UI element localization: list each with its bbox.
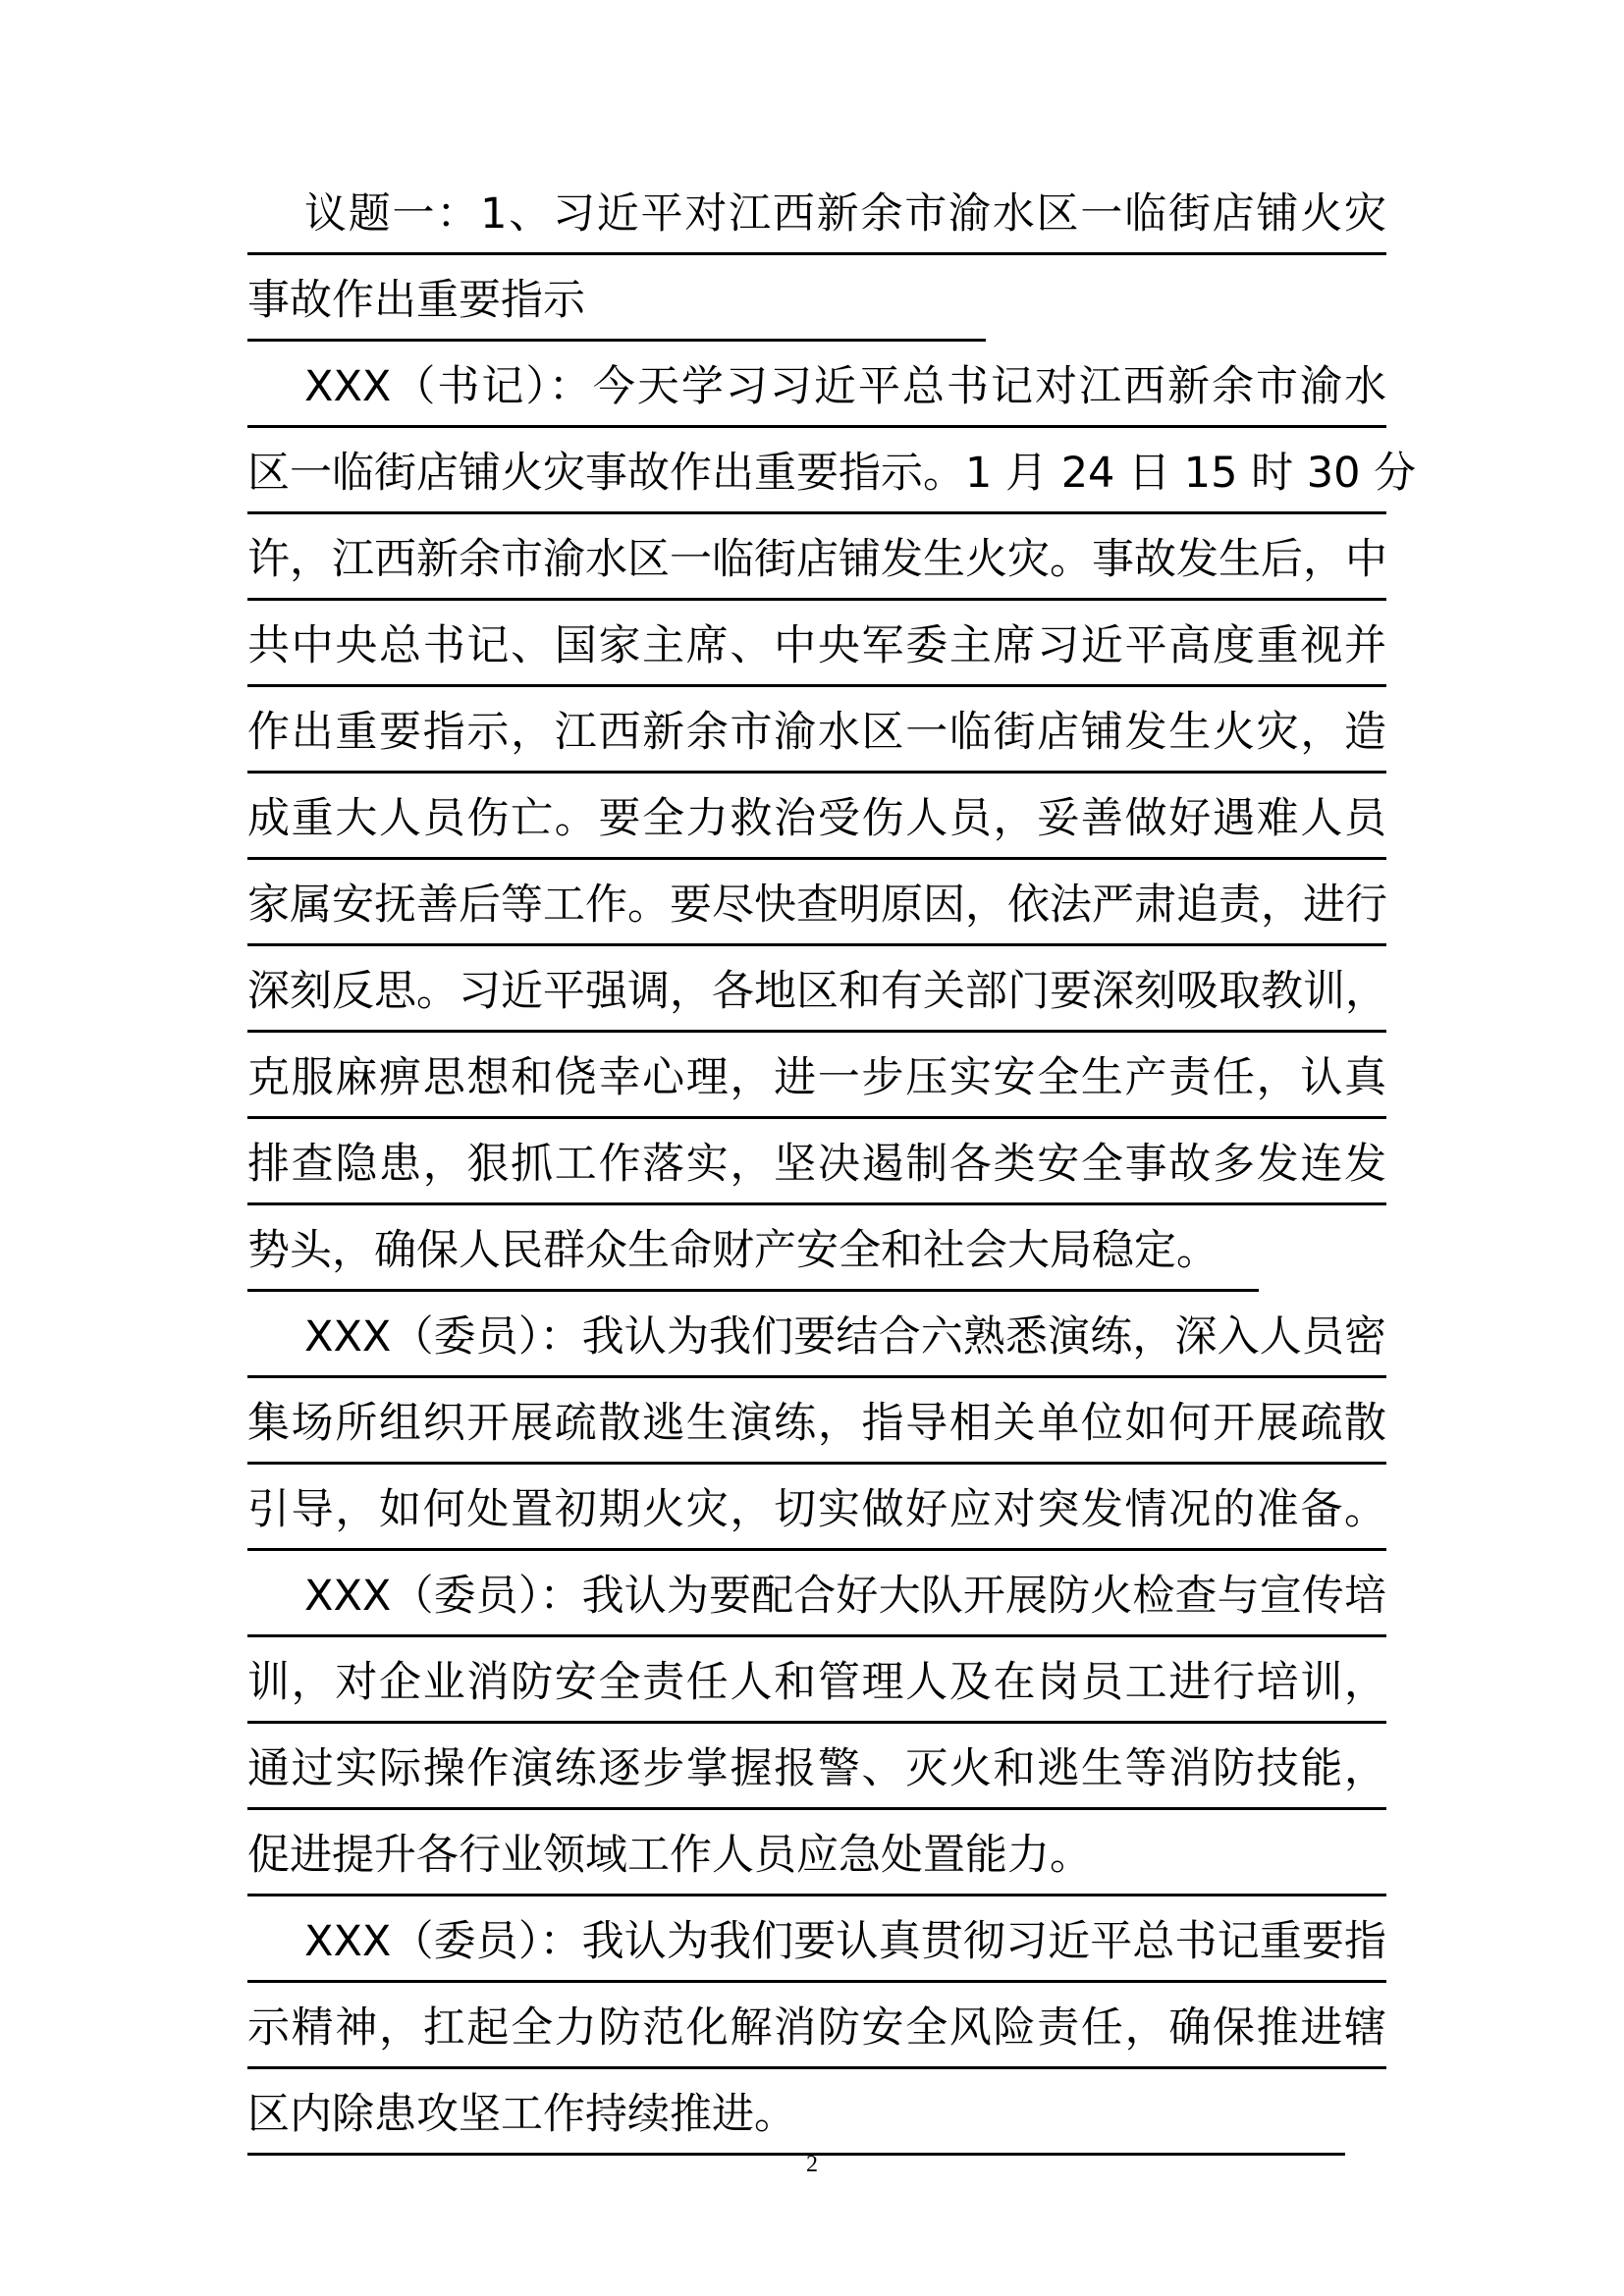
statement-line: 区内除患攻坚工作持续推进。	[247, 2069, 1345, 2156]
statement-line: 家属安抚善后等工作。要尽快查明原因，依法严肃追责，进行	[247, 860, 1386, 946]
statement-line: 引导，如何处置初期火灾，切实做好应对突发情况的准备。	[247, 1465, 1386, 1551]
statement-line: 示精神，扛起全力防范化解消防安全风险责任，确保推进辖	[247, 1983, 1386, 2069]
statement-line: 排查隐患，狠抓工作落实，坚决遏制各类安全事故多发连发	[247, 1119, 1386, 1205]
statement-line: 成重大人员伤亡。要全力救治受伤人员，妥善做好遇难人员	[247, 774, 1386, 860]
statement-line: 集场所组织开展疏散逃生演练，指导相关单位如何开展疏散	[247, 1378, 1386, 1465]
statement-line: 促进提升各行业领域工作人员应急处置能力。	[247, 1810, 1386, 1896]
statement-line: 势头，确保人民群众生命财产安全和社会大局稳定。	[247, 1205, 1259, 1292]
statement-line: XXX（书记）：今天学习习近平总书记对江西新余市渝水	[247, 342, 1386, 428]
statement-line: 区一临街店铺火灾事故作出重要指示。1 月 24 日 15 时 30 分	[247, 428, 1386, 514]
page-number: 2	[806, 2152, 818, 2177]
statement-line: 克服麻痹思想和侥幸心理，进一步压实安全生产责任，认真	[247, 1033, 1386, 1119]
statement-line: 作出重要指示，江西新余市渝水区一临街店铺发生火灾，造	[247, 687, 1386, 774]
statement-line: 通过实际操作演练逐步掌握报警、灭火和逃生等消防技能，	[247, 1724, 1386, 1810]
topic-heading-line-1: 议题一：1、习近平对江西新余市渝水区一临街店铺火灾	[247, 169, 1386, 255]
statement-line: XXX（委员）：我认为我们要结合六熟悉演练，深入人员密	[247, 1292, 1386, 1378]
statement-line: 共中央总书记、国家主席、中央军委主席习近平高度重视并	[247, 601, 1386, 687]
statement-line: 训，对企业消防安全责任人和管理人及在岗员工进行培训，	[247, 1637, 1386, 1724]
statement-line: XXX（委员）：我认为要配合好大队开展防火检查与宣传培	[247, 1551, 1386, 1637]
statement-line: XXX（委员）：我认为我们要认真贯彻习近平总书记重要指	[247, 1896, 1386, 1983]
statement-line: 深刻反思。习近平强调，各地区和有关部门要深刻吸取教训，	[247, 946, 1386, 1033]
statement-line: 许，江西新余市渝水区一临街店铺发生火灾。事故发生后，中	[247, 514, 1386, 601]
topic-heading-line-2: 事故作出重要指示	[247, 255, 986, 342]
